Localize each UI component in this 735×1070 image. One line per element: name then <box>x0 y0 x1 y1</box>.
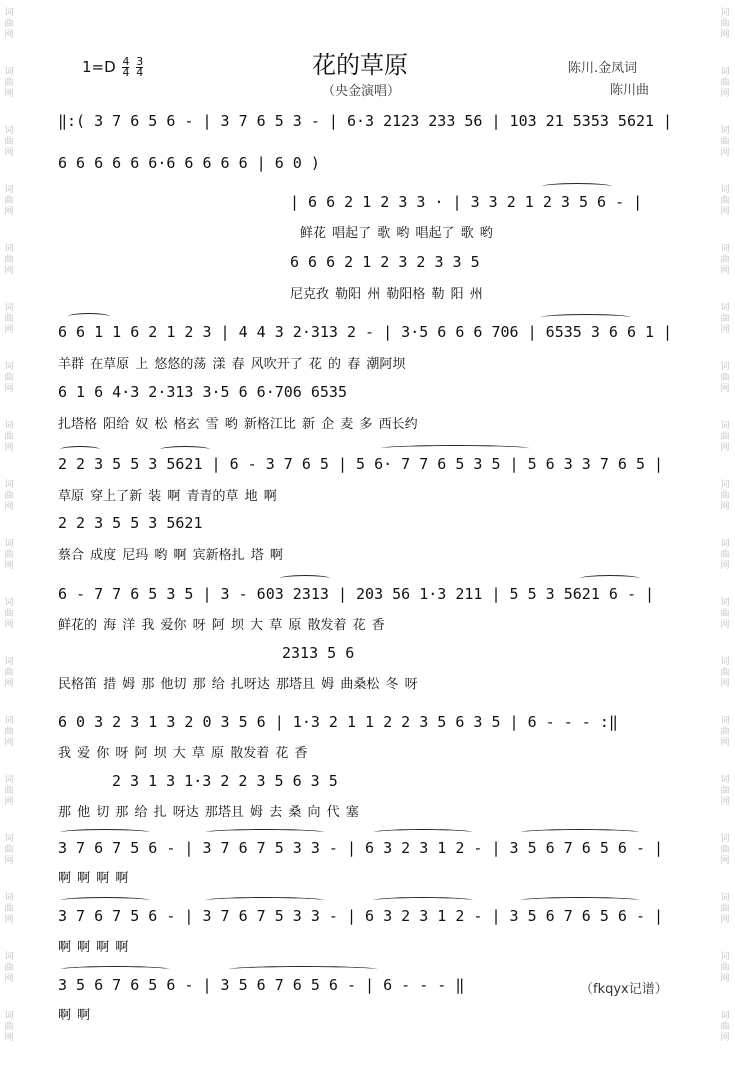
lyric-row-8: 民格笛 措 姆 那 他切 那 给 扎呀达 那塔且 姆 曲桑松 冬 呀 <box>58 677 418 692</box>
watermark-glyph: 网 <box>720 797 730 807</box>
watermark-glyph: 词 <box>720 421 730 431</box>
watermark-glyph: 曲 <box>4 550 14 560</box>
watermark-gap <box>719 631 731 657</box>
slur-arc <box>60 897 150 904</box>
watermark-glyph: 词 <box>720 303 730 313</box>
score-row-3: | 6 6 2 1 2 3 3 · | 3 3 2 1 2 3 5 6 - | <box>290 193 643 211</box>
watermark-glyph: 曲 <box>4 845 14 855</box>
watermark-glyph: 曲 <box>4 786 14 796</box>
watermark-glyph: 词 <box>720 244 730 254</box>
slur-arc <box>60 966 170 973</box>
watermark-glyph: 网 <box>720 620 730 630</box>
score-row-4: 6 6 6 2 1 2 3 2 3 3 5 <box>290 253 480 271</box>
slur-arc <box>205 897 325 904</box>
watermark-gap <box>3 41 15 67</box>
watermark-glyph: 曲 <box>4 196 14 206</box>
lyric-row-3: 羊群 在草原 上 悠悠的荡 漾 春 风吹开了 花 的 春 潮阿坝 <box>58 357 406 372</box>
watermark-glyph: 曲 <box>720 1022 730 1032</box>
lyric-row-1: 鲜花 唱起了 歌 哟 唱起了 歌 哟 <box>300 226 493 241</box>
watermark-gap <box>3 218 15 244</box>
watermark-glyph: 网 <box>4 266 14 276</box>
score-row-6: 6 1 6 4·3 2·313 3·5 6 6·706 6535 <box>58 383 347 401</box>
watermark-glyph: 网 <box>720 148 730 158</box>
watermark-glyph: 曲 <box>720 137 730 147</box>
watermark-glyph: 曲 <box>4 1022 14 1032</box>
watermark-glyph: 词 <box>720 8 730 18</box>
watermark-glyph: 词 <box>4 421 14 431</box>
watermark-glyph: 曲 <box>4 432 14 442</box>
watermark-glyph: 词 <box>720 834 730 844</box>
watermark-gap <box>719 395 731 421</box>
score-row-8: 2 2 3 5 5 3 5621 <box>58 514 203 532</box>
watermark-glyph: 词 <box>4 1011 14 1021</box>
watermark-glyph: 词 <box>720 598 730 608</box>
lyric-row-4: 扎塔格 阳给 奴 松 格玄 雪 哟 新格江比 新 企 麦 多 西长约 <box>58 417 418 432</box>
slur-arc <box>520 897 640 904</box>
watermark-gap <box>719 985 731 1011</box>
watermark-glyph: 网 <box>720 561 730 571</box>
watermark-glyph: 网 <box>720 1033 730 1043</box>
watermark-glyph: 词 <box>720 657 730 667</box>
watermark-glyph: 曲 <box>720 196 730 206</box>
score-row-10: 2313 5 6 <box>282 644 355 662</box>
watermark-glyph: 词 <box>4 480 14 490</box>
watermark-glyph: 词 <box>720 362 730 372</box>
watermark-gap <box>719 100 731 126</box>
watermark-glyph: 曲 <box>4 904 14 914</box>
watermark-glyph: 网 <box>4 561 14 571</box>
watermark-glyph: 曲 <box>720 314 730 324</box>
lyric-row-13: 啊 啊 <box>58 1008 91 1023</box>
watermark-glyph: 曲 <box>720 373 730 383</box>
score-row-9: 6 - 7 7 6 5 3 5 | 3 - 603 2313 | 203 56 1·3 211 | 5 5 3 5621 6 - | <box>58 585 655 603</box>
watermark-glyph: 曲 <box>4 314 14 324</box>
watermark-glyph: 词 <box>4 657 14 667</box>
watermark-gap <box>719 454 731 480</box>
watermark-gap <box>3 572 15 598</box>
watermark-glyph: 网 <box>4 443 14 453</box>
watermark-glyph: 曲 <box>720 786 730 796</box>
watermark-gap <box>719 336 731 362</box>
lyricist-credit: 陈川.金凤词 <box>568 61 638 76</box>
score-row-2: 6 6 6 6 6 6·6 6 6 6 6 | 6 0 ) <box>58 154 320 172</box>
watermark-glyph: 词 <box>4 893 14 903</box>
watermark-glyph: 网 <box>4 974 14 984</box>
watermark-gap <box>3 336 15 362</box>
watermark-gap <box>3 454 15 480</box>
watermark-glyph: 网 <box>720 679 730 689</box>
time-signature-2: $\frac{3}{4}$ <box>136 55 144 79</box>
watermark-glyph: 词 <box>720 716 730 726</box>
lyric-row-5: 草原 穿上了新 装 啊 青青的草 地 啊 <box>58 489 277 504</box>
watermark-glyph: 曲 <box>720 727 730 737</box>
watermark-gap <box>3 631 15 657</box>
watermark-glyph: 词 <box>4 303 14 313</box>
watermark-glyph: 词 <box>4 8 14 18</box>
watermark-glyph: 曲 <box>720 845 730 855</box>
page-title: 花的草原 <box>312 51 408 79</box>
watermark-glyph: 网 <box>720 266 730 276</box>
slur-arc <box>228 966 378 973</box>
lyric-row-9: 我 爱 你 呀 阿 坝 大 草 原 散发着 花 香 <box>58 746 308 761</box>
watermark-glyph: 词 <box>4 775 14 785</box>
key-label: 1=D <box>82 58 116 76</box>
time-signature-1: $\frac{4}{4}$ <box>122 55 130 79</box>
watermark-gap <box>3 159 15 185</box>
watermark-glyph: 词 <box>4 67 14 77</box>
watermark-glyph: 网 <box>4 207 14 217</box>
score-row-11: 6 0 3 2 3 1 3 2 0 3 5 6 | 1·3 2 1 1 2 2 3 5 6 3 5 | 6 - - - :‖ <box>58 713 618 731</box>
watermark-glyph: 网 <box>4 679 14 689</box>
watermark-glyph: 网 <box>4 502 14 512</box>
watermark-glyph: 曲 <box>4 255 14 265</box>
watermark-glyph: 网 <box>720 207 730 217</box>
watermark-glyph: 词 <box>720 539 730 549</box>
watermark-gap <box>719 572 731 598</box>
slur-arc <box>280 575 330 582</box>
performer-subtitle: （央金演唱） <box>322 84 401 99</box>
watermark-gap <box>719 277 731 303</box>
lyric-row-10: 那 他 切 那 给 扎 呀达 那塔且 姆 去 桑 向 代 塞 <box>58 805 359 820</box>
watermark-glyph: 词 <box>720 126 730 136</box>
score-row-1: ‖:( 3 7 6 5 6 - | 3 7 6 5 3 - | 6·3 2123 233 56 | 103 21 5353 5621 | <box>58 112 673 130</box>
lyric-row-2: 尼克孜 勒阳 州 勒阳格 勒 阳 州 <box>290 287 483 302</box>
score-row-12: 2 3 1 3 1·3 2 2 3 5 6 3 5 <box>112 772 338 790</box>
watermark-gap <box>3 867 15 893</box>
watermark-glyph: 网 <box>720 856 730 866</box>
watermark-glyph: 词 <box>4 244 14 254</box>
watermark-glyph: 词 <box>720 775 730 785</box>
watermark-gap <box>719 218 731 244</box>
watermark-glyph: 网 <box>4 30 14 40</box>
watermark-gap <box>719 808 731 834</box>
slur-arc <box>580 575 640 582</box>
watermark-glyph: 网 <box>4 325 14 335</box>
watermark-glyph: 词 <box>4 362 14 372</box>
composer-credit: 陈川曲 <box>610 83 650 98</box>
watermark-glyph: 曲 <box>4 491 14 501</box>
watermark-glyph: 网 <box>720 30 730 40</box>
watermark-glyph: 曲 <box>4 137 14 147</box>
watermark-gap <box>3 513 15 539</box>
watermark-glyph: 曲 <box>4 727 14 737</box>
slur-arc <box>60 446 100 453</box>
watermark-glyph: 曲 <box>720 550 730 560</box>
slur-arc <box>60 829 150 836</box>
left-watermark-column <box>3 8 15 1070</box>
watermark-glyph: 词 <box>720 185 730 195</box>
slur-arc <box>542 183 612 190</box>
watermark-glyph: 网 <box>4 915 14 925</box>
lyric-row-12: 啊 啊 啊 啊 <box>58 940 129 955</box>
slur-arc <box>373 897 473 904</box>
watermark-glyph: 词 <box>4 716 14 726</box>
watermark-glyph: 曲 <box>720 432 730 442</box>
watermark-glyph: 曲 <box>4 963 14 973</box>
watermark-glyph: 曲 <box>4 609 14 619</box>
watermark-glyph: 网 <box>720 325 730 335</box>
watermark-glyph: 词 <box>4 952 14 962</box>
lyric-row-6: 蔡合 成度 尼玛 哟 啊 宾新格扎 塔 啊 <box>58 548 283 563</box>
watermark-glyph: 网 <box>720 384 730 394</box>
lyric-row-11: 啊 啊 啊 啊 <box>58 871 129 886</box>
watermark-glyph: 曲 <box>720 904 730 914</box>
watermark-gap <box>719 867 731 893</box>
watermark-glyph: 网 <box>4 856 14 866</box>
watermark-glyph: 网 <box>720 974 730 984</box>
watermark-gap <box>719 41 731 67</box>
watermark-glyph: 曲 <box>4 19 14 29</box>
watermark-glyph: 词 <box>4 185 14 195</box>
watermark-gap <box>719 159 731 185</box>
watermark-gap <box>3 985 15 1011</box>
watermark-gap <box>3 808 15 834</box>
watermark-glyph: 词 <box>4 539 14 549</box>
watermark-glyph: 网 <box>720 502 730 512</box>
watermark-glyph: 曲 <box>720 491 730 501</box>
slur-arc <box>205 829 325 836</box>
watermark-glyph: 网 <box>720 738 730 748</box>
watermark-glyph: 曲 <box>720 609 730 619</box>
right-watermark-column <box>719 8 731 1070</box>
watermark-glyph: 词 <box>4 126 14 136</box>
watermark-glyph: 词 <box>720 893 730 903</box>
watermark-glyph: 曲 <box>720 963 730 973</box>
watermark-gap <box>3 690 15 716</box>
watermark-glyph: 网 <box>4 620 14 630</box>
watermark-glyph: 曲 <box>720 668 730 678</box>
slur-arc <box>520 829 640 836</box>
watermark-glyph: 网 <box>4 797 14 807</box>
watermark-gap <box>3 395 15 421</box>
slur-arc <box>68 313 110 320</box>
watermark-glyph: 曲 <box>4 373 14 383</box>
watermark-glyph: 曲 <box>4 668 14 678</box>
slur-arc <box>160 446 210 453</box>
slur-arc <box>373 829 473 836</box>
watermark-glyph: 曲 <box>4 78 14 88</box>
watermark-glyph: 词 <box>720 952 730 962</box>
watermark-glyph: 网 <box>4 738 14 748</box>
score-row-13: 3 7 6 7 5 6 - | 3 7 6 7 5 3 3 - | 6 3 2 3 1 2 - | 3 5 6 7 6 5 6 - | <box>58 839 664 857</box>
watermark-glyph: 网 <box>720 443 730 453</box>
watermark-glyph: 词 <box>4 834 14 844</box>
lyric-row-7: 鲜花的 海 洋 我 爱你 呀 阿 坝 大 草 原 散发着 花 香 <box>58 618 385 633</box>
score-row-15: 3 5 6 7 6 5 6 - | 3 5 6 7 6 5 6 - | 6 - - - ‖ <box>58 976 465 994</box>
transcriber-credit: （fkqyx记谱） <box>580 982 668 997</box>
slur-arc <box>541 314 631 321</box>
watermark-glyph: 词 <box>720 67 730 77</box>
watermark-gap <box>719 1044 731 1070</box>
watermark-glyph: 网 <box>4 89 14 99</box>
watermark-gap <box>719 749 731 775</box>
watermark-gap <box>3 100 15 126</box>
key-signature <box>82 57 143 78</box>
watermark-glyph: 网 <box>720 915 730 925</box>
watermark-glyph: 网 <box>4 1033 14 1043</box>
watermark-gap <box>719 513 731 539</box>
watermark-glyph: 词 <box>4 598 14 608</box>
watermark-glyph: 词 <box>720 480 730 490</box>
watermark-gap <box>3 1044 15 1070</box>
score-row-5: 6 6 1 1 6 2 1 2 3 | 4 4 3 2·313 2 - | 3·5 6 6 6 706 | 6535 3 6 6 1 | <box>58 323 673 341</box>
watermark-gap <box>719 690 731 716</box>
watermark-glyph: 网 <box>720 89 730 99</box>
watermark-gap <box>3 749 15 775</box>
score-row-7: 2 2 3 5 5 3 5621 | 6 - 3 7 6 5 | 5 6· 7 7 6 5 3 5 | 5 6 3 3 7 6 5 | <box>58 455 664 473</box>
slur-arc <box>380 445 530 452</box>
watermark-glyph: 网 <box>4 384 14 394</box>
watermark-glyph: 曲 <box>720 78 730 88</box>
watermark-glyph: 曲 <box>720 255 730 265</box>
watermark-glyph: 词 <box>720 1011 730 1021</box>
watermark-glyph: 网 <box>4 148 14 158</box>
score-row-14: 3 7 6 7 5 6 - | 3 7 6 7 5 3 3 - | 6 3 2 3 1 2 - | 3 5 6 7 6 5 6 - | <box>58 907 664 925</box>
watermark-gap <box>3 926 15 952</box>
watermark-glyph: 曲 <box>720 19 730 29</box>
watermark-gap <box>3 277 15 303</box>
watermark-gap <box>719 926 731 952</box>
